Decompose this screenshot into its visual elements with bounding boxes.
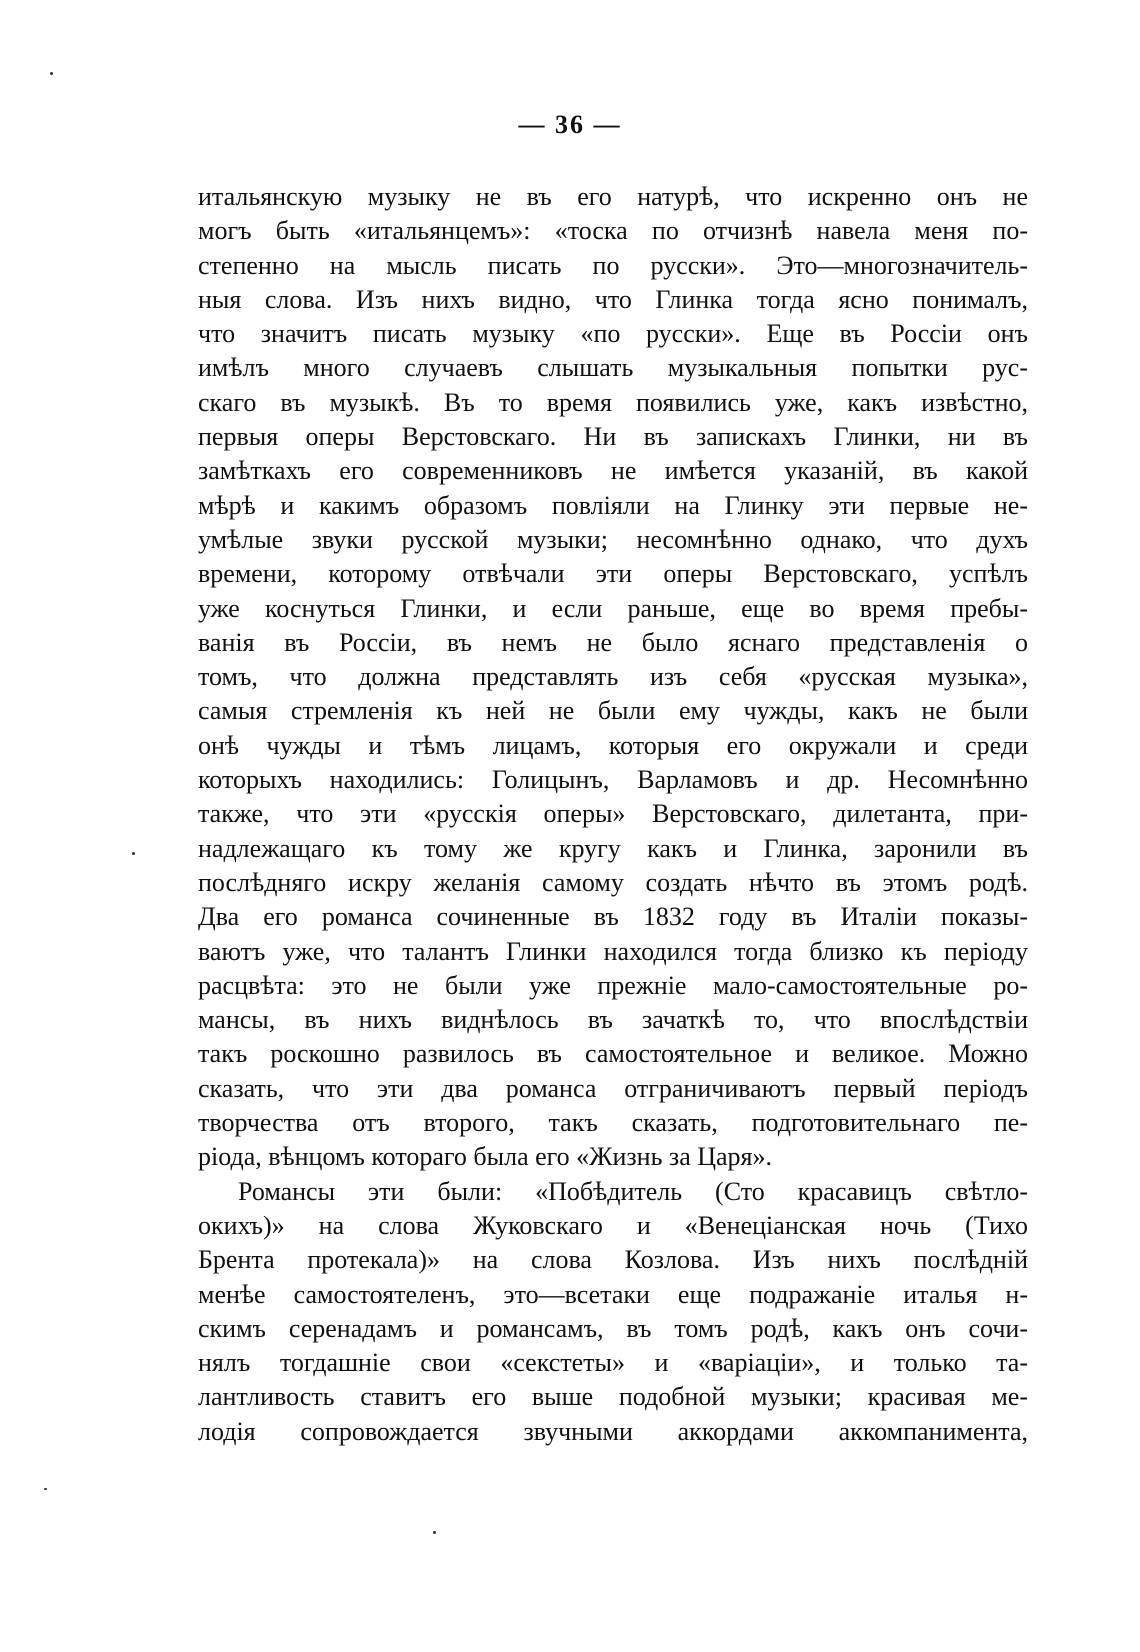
- text-line: окихъ)» на слова Жуковскаго и «Венеціанская ночь (Тихо: [198, 1210, 1028, 1240]
- text-line: ныя слова. Изъ нихъ видно, что Глинка тогда ясно понималъ,: [198, 284, 1028, 314]
- text-line: расцвѣта: это не были уже прежніе мало-самостоятельные ро-: [198, 970, 1028, 1000]
- text-line: послѣдняго искру желанія самому создать нѣчто въ этомъ родѣ.: [198, 867, 1028, 897]
- text-line: что значитъ писать музыку «по русски». Еще въ Россіи онъ: [198, 319, 1028, 349]
- text-line: Романсы эти были: «Побѣдитель (Сто красавицъ свѣтло-: [238, 1176, 1028, 1206]
- scan-speck: [433, 1531, 436, 1534]
- text-line: ваютъ уже, что талантъ Глинки находился тогда близко къ періоду: [198, 936, 1028, 966]
- text-line: имѣлъ много случаевъ слышать музыкальныя попытки рус-: [198, 353, 1028, 383]
- text-line: ванія въ Россіи, въ немъ не было яснаго представленія о: [198, 627, 1028, 657]
- text-line: также, что эти «русскія оперы» Верстовскаго, дилетанта, при-: [198, 799, 1028, 829]
- text-line: первыя оперы Верстовскаго. Ни въ запискахъ Глинки, ни въ: [198, 422, 1028, 452]
- text-line: надлежащаго къ тому же кругу какъ и Глинка, заронили въ: [198, 833, 1028, 863]
- text-line: менѣе самостоятеленъ, это—всетаки еще подражаніе италья н-: [198, 1279, 1028, 1309]
- text-line: мансы, въ нихъ виднѣлось въ зачаткѣ то, что впослѣдствіи: [198, 1005, 1028, 1035]
- text-line: Два его романса сочиненные въ 1832 году въ Италіи показы-: [198, 902, 1028, 932]
- text-line: итальянскую музыку не въ его натурѣ, что искренно онъ не: [198, 182, 1028, 211]
- text-line: могъ быть «итальянцемъ»: «тоска по отчизнѣ навела меня по-: [198, 216, 1028, 246]
- text-line: которыхъ находились: Голицынъ, Варламовъ и др. Несомнѣнно: [198, 765, 1028, 795]
- text-line: лодія сопровождается звучными аккордами аккомпанимента,: [198, 1416, 1028, 1446]
- scan-speck: [132, 852, 135, 855]
- text-line: замѣткахъ его современниковъ не имѣется указаній, въ какой: [198, 456, 1028, 486]
- text-line: онѣ чужды и тѣмъ лицамъ, которыя его окружали и среди: [198, 730, 1028, 760]
- text-line: скимъ серенадамъ и романсамъ, въ томъ родѣ, какъ онъ сочи-: [198, 1313, 1028, 1343]
- text-line: самыя стремленія къ ней не были ему чужды, какъ не были: [198, 696, 1028, 726]
- text-line: мѣрѣ и какимъ образомъ повліяли на Глинку эти первые не-: [198, 490, 1028, 520]
- scan-speck: [50, 72, 53, 75]
- text-line: степенно на мысль писать по русски». Это—многозначитель-: [198, 250, 1028, 280]
- text-line: лантливость ставитъ его выше подобной музыки; красивая ме-: [198, 1382, 1028, 1412]
- text-line: умѣлые звуки русской музыки; несомнѣнно однако, что духъ: [198, 524, 1028, 554]
- text-line: томъ, что должна представлять изъ себя «русская музыка»,: [198, 662, 1028, 692]
- page-number: — 36 —: [518, 110, 622, 139]
- text-line: скаго въ музыкѣ. Въ то время появились уже, какъ извѣстно,: [198, 387, 1028, 417]
- text-line: творчества отъ второго, такъ сказать, подготовительнаго пе-: [198, 1108, 1028, 1138]
- body-text: [198, 180, 1028, 1449]
- scan-speck: [44, 1488, 47, 1490]
- text-line: нялъ тогдашніе свои «секстеты» и «варіаціи», и только та-: [198, 1348, 1028, 1378]
- text-line: ріода, вѣнцомъ котораго была его «Жизнь за Царя».: [198, 1142, 773, 1172]
- text-line: времени, которому отвѣчали эти оперы Верстовскаго, успѣлъ: [198, 559, 1028, 589]
- text-line: сказать, что эти два романса отграничиваютъ первый періодъ: [198, 1073, 1028, 1103]
- text-line: такъ роскошно развилось въ самостоятельное и великое. Можно: [198, 1039, 1028, 1069]
- text-line: уже коснуться Глинки, и если раньше, еще во время пребы-: [198, 593, 1028, 623]
- text-line: Брента протекала)» на слова Козлова. Изъ нихъ послѣдній: [198, 1245, 1028, 1275]
